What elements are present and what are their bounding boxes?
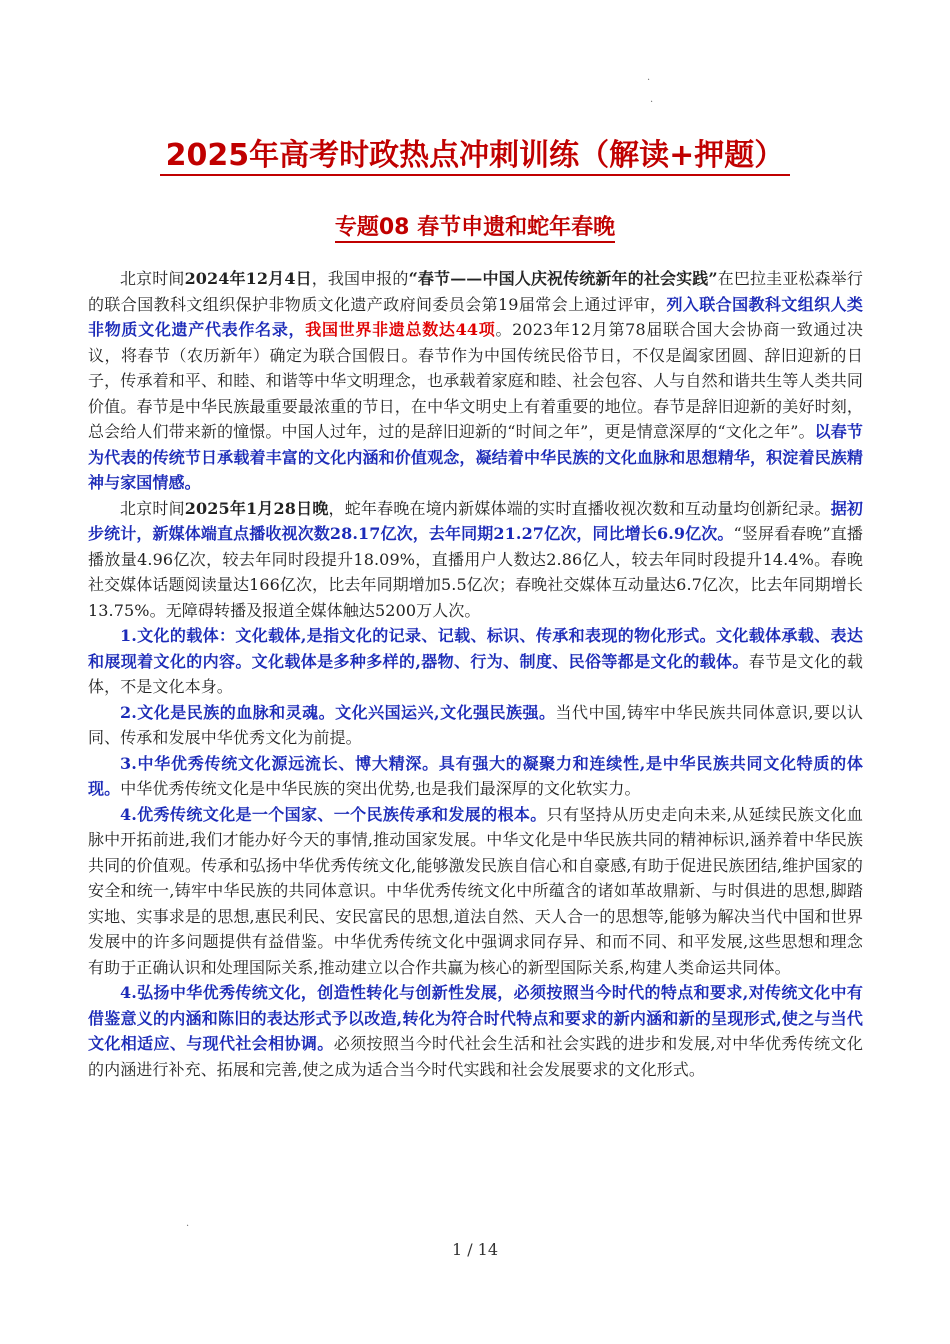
point-3 <box>88 751 863 802</box>
point-1 <box>88 623 863 700</box>
point-2 <box>88 700 863 751</box>
text: ，蛇年春晚在境内新媒体端的实时直播收视次数和互动量均创新纪录。 <box>328 498 831 518</box>
page-subtitle-text: 专题08 春节申遗和蛇年春晚 <box>335 215 615 243</box>
body-content <box>88 266 863 1082</box>
page-title <box>0 136 950 176</box>
text: ，我国申报的 <box>311 269 409 288</box>
point-heading: 4.优秀传统文化是一个国家、一个民族传承和发展的根本。 <box>120 804 547 824</box>
point-body: 春节是文化的载体，不是文化本身。 <box>88 651 863 696</box>
point-body: 中华优秀传统文化是中华民族的突出优势,也是我们最深厚的文化软实力。 <box>120 779 641 798</box>
text: 在巴拉圭亚松森举行的联合国教科文组织保护非物质文化遗产政府间委员会第19届常会上通过评审， <box>88 269 863 314</box>
highlight-red: 我国世界非遗总数达44项 <box>305 320 496 339</box>
point-4 <box>88 802 863 981</box>
point-heading: 1.文化的载体：文化载体,是指文化的记录、记载、标识、传承和表现的物化形式。文化载体承载、表达和展现着文化的内容。文化载体是多种多样的,器物、行为、制度、民俗等都是文化的载体。 <box>88 626 863 671</box>
decorative-dot: · <box>186 1221 190 1232</box>
text: “竖屏看春晚”直播播放量4.96亿次，较去年同时段提升18.09%，直播用户人数达2.86亿人，较去年同时段提升14.4%。春晚社交媒体话题阅读量达166亿次，比去年同期增加5.5亿次；春晚社交媒体互动量达6.7亿次，比去年同期增长13.75%。无障碍转播及报道全媒体触达5200万人次。 <box>88 524 863 620</box>
point-body: 当代中国,铸牢中华民族共同体意识,要以认同、传承和发展中华优秀文化为前提。 <box>88 702 863 747</box>
decorative-dot: · <box>647 75 651 86</box>
highlight-blue: 以春节为代表的传统节日承载着丰富的文化内涵和价值观念，凝结着中华民族的文化血脉和思想精华，积淀着民族精神与家国情感。 <box>88 422 863 492</box>
point-body: 只有坚持从历史走向未来,从延续民族文化血脉中开拓前进,我们才能办好今天的事情,推动国家发展。中华文化是中华民族共同的精神标识,涵养着中华民族共同的价值观。传承和弘扬中华优秀传统文化,能够激发民族自信心和自豪感,有助于促进民族团结,维护国家的安全和统一,铸牢中华民族的共同体意识。中华优秀传统文化中所蕴含的诸如革故鼎新、与时俱进的思想,脚踏实地、实事求是的思想,惠民利民、安民富民的思想,道法自然、天人合一的思想等,能够为解决当代中国和世界发展中的许多问题提供有益借鉴。中华优秀传统文化中强调求同存异、和而不同、和平发展,这些思想和理念有助于正确认识和处理国际关系,推动建立以合作共赢为核心的新型国际关系,构建人类命运共同体。 <box>88 804 864 977</box>
point-5 <box>88 980 863 1082</box>
point-heading: 4.弘扬中华优秀传统文化，创造性转化与创新性发展，必须按照当今时代的特点和要求,对传统文化中有借鉴意义的内涵和陈旧的表达形式予以改造,转化为符合时代特点和要求的新内涵和新的呈现形式,使之与当代文化相适应、与现代社会相协调。 <box>88 983 863 1053</box>
highlight-blue: 据初步统计，新媒体端直点播收视次数28.17亿次，去年同期21.27亿次，同比增长6.9亿次。 <box>88 498 864 543</box>
project-name: “春节——中国人庆祝传统新年的社会实践” <box>408 269 718 288</box>
date-text: 2024年12月4日 <box>184 269 312 288</box>
text: 北京时间 <box>120 498 185 518</box>
paragraph-gala <box>88 496 863 624</box>
point-body: 必须按照当今时代社会生活和社会实践的进步和发展,对中华优秀传统文化的内涵进行补充、拓展和完善,使之成为适合当今时代实践和社会发展要求的文化形式。 <box>88 1034 863 1079</box>
date-text: 2025年1月28日晚 <box>184 498 329 518</box>
highlight-blue: 列入联合国教科文组织人类非物质文化遗产代表作名录， <box>88 294 863 339</box>
text: 。2023年12月第78届联合国大会协商一致通过决议，将春节（农历新年）确定为联合国假日。春节作为中国传统民俗节日，不仅是阖家团圆、辞旧迎新的日子，传承着和平、和睦、和谐等中华文明理念，也承载着家庭和睦、社会包容、人与自然和谐共生等人类共同价值。春节是中华民族最重要最浓重的节日，在中华文明史上有着重要的地位。春节是辞旧迎新的美好时刻，总会给人们带来新的憧憬。中国人过年，过的是辞旧迎新的“时间之年”，更是情意深厚的“文化之年”。 <box>88 320 863 441</box>
paragraph-spring-festival <box>88 266 863 496</box>
point-heading: 3.中华优秀传统文化源远流长、博大精深。具有强大的凝聚力和连续性,是中华民族共同文化特质的体现。 <box>88 753 863 798</box>
decorative-dot: · <box>650 97 654 108</box>
page-title-text: 2025年高考时政热点冲刺训练（解读+押题） <box>160 138 791 176</box>
page-number: 1 / 14 <box>451 1240 499 1259</box>
text: 北京时间 <box>120 269 185 288</box>
point-heading: 2.文化是民族的血脉和灵魂。文化兴国运兴,文化强民族强。 <box>120 702 556 722</box>
page-subtitle <box>0 212 950 244</box>
